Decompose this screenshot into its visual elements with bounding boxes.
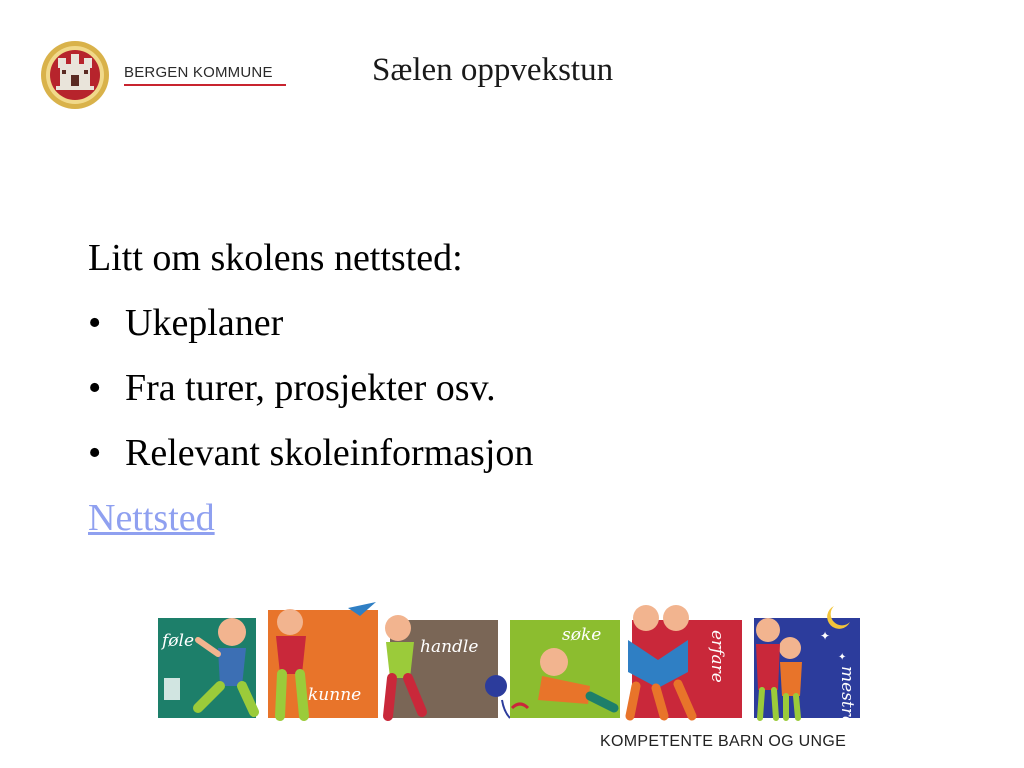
slide-title: Sælen oppvekstun bbox=[372, 52, 614, 88]
panel-handle bbox=[385, 615, 510, 718]
panel-fole bbox=[158, 618, 256, 718]
header bbox=[0, 0, 1024, 130]
svg-text:✦: ✦ bbox=[838, 652, 847, 663]
bullet-dot-icon: • bbox=[88, 432, 102, 474]
bullet-text: Ukeplaner bbox=[125, 302, 284, 344]
panel-word-handle: handle bbox=[420, 637, 479, 657]
panel-word-mestre: mestre bbox=[837, 666, 857, 726]
panel-word-kunne: kunne bbox=[308, 685, 362, 705]
bullet-text: Relevant skoleinformasjon bbox=[125, 432, 534, 474]
panel-kunne bbox=[268, 602, 378, 718]
svg-text:✦: ✦ bbox=[820, 629, 831, 643]
intro-line: Litt om skolens nettsted: bbox=[88, 237, 463, 279]
panel-word-erfare: erfare bbox=[707, 630, 727, 683]
bullet-dot-icon: • bbox=[88, 367, 102, 409]
org-name: BERGEN KOMMUNE bbox=[124, 64, 273, 81]
bullet-item bbox=[88, 298, 968, 348]
panel-word-fole: føle bbox=[162, 631, 195, 651]
bullet-text: Fra turer, prosjekter osv. bbox=[125, 367, 496, 409]
panel-word-soke: søke bbox=[562, 625, 602, 645]
bullet-item bbox=[88, 363, 968, 413]
panel-soke bbox=[510, 620, 620, 718]
panel-erfare bbox=[628, 605, 742, 718]
slide-body bbox=[88, 233, 968, 543]
nettsted-link[interactable]: Nettsted bbox=[88, 497, 215, 539]
panel-mestre bbox=[754, 606, 860, 726]
org-name-underline bbox=[124, 84, 286, 86]
bergen-coat-of-arms-icon bbox=[40, 40, 110, 110]
bullet-dot-icon: • bbox=[88, 302, 102, 344]
illustration-banner bbox=[158, 600, 860, 728]
bullet-item bbox=[88, 428, 968, 478]
banner-tagline: KOMPETENTE BARN OG UNGE bbox=[600, 733, 847, 750]
